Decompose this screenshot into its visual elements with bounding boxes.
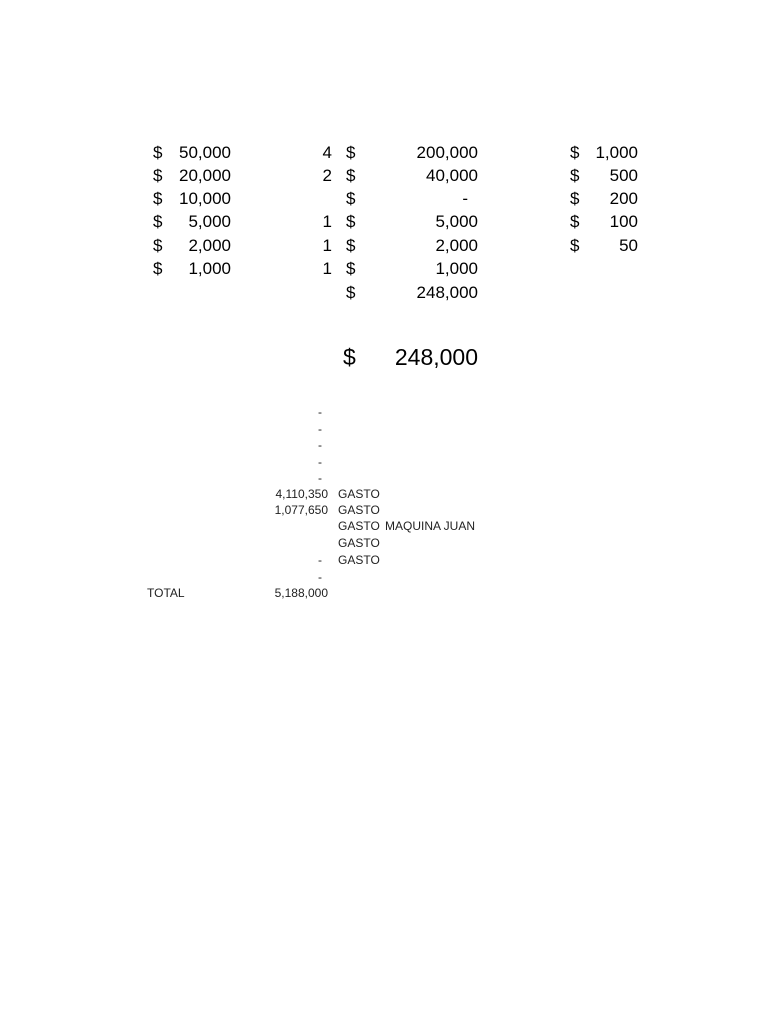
bill-quantity: 1	[322, 212, 332, 231]
ledger-type: GASTO	[338, 503, 380, 517]
currency-sign: $	[153, 166, 163, 185]
currency-sign: $	[346, 143, 356, 162]
ledger-amount: 1,077,650	[274, 503, 328, 517]
ledger-amount: 4,110,350	[275, 487, 328, 501]
currency-sign: $	[570, 143, 580, 162]
bill-subtotal: 200,000	[416, 143, 478, 162]
ledger-amount: -	[318, 438, 322, 452]
ledger-amount: -	[318, 570, 322, 584]
bill-quantity: 1	[322, 259, 332, 278]
ledger-type: GASTO	[338, 487, 380, 501]
ledger-amount: -	[318, 422, 322, 436]
currency-sign: $	[346, 212, 356, 231]
currency-sign: $	[153, 143, 163, 162]
bill-quantity: 2	[322, 166, 332, 185]
currency-sign: $	[346, 283, 356, 302]
currency-sign: $	[346, 236, 356, 255]
bill-denomination: 1,000	[188, 259, 231, 278]
currency-sign: $	[153, 189, 163, 208]
bill-quantity: 4	[322, 143, 332, 162]
bill-quantity: 1	[322, 236, 332, 255]
ledger-amount: -	[318, 471, 322, 485]
bills-total-value: 248,000	[416, 283, 478, 302]
coin-value: 200	[609, 189, 638, 208]
ledger-type: GASTO	[338, 519, 380, 533]
currency-sign: $	[570, 236, 580, 255]
bill-denomination: 10,000	[179, 189, 231, 208]
coin-value: 500	[609, 166, 638, 185]
bill-subtotal: 5,000	[435, 212, 478, 231]
grand-total-value: 248,000	[394, 344, 478, 370]
bill-subtotal: 40,000	[426, 166, 478, 185]
bill-subtotal: 2,000	[435, 236, 478, 255]
bill-subtotal: 1,000	[435, 259, 478, 278]
bill-denomination: 20,000	[179, 166, 231, 185]
currency-sign: $	[346, 166, 356, 185]
bill-denomination: 50,000	[179, 143, 231, 162]
bill-denomination: 5,000	[188, 212, 231, 231]
bill-denomination: 2,000	[188, 236, 231, 255]
currency-sign: $	[570, 212, 580, 231]
currency-sign: $	[153, 259, 163, 278]
coin-value: 1,000	[595, 143, 638, 162]
currency-sign: $	[153, 212, 163, 231]
ledger-amount: -	[318, 405, 322, 419]
ledger-total-amount: 5,188,000	[274, 586, 328, 600]
currency-sign: $	[346, 189, 356, 208]
coin-value: 50	[619, 236, 638, 255]
currency-sign: $	[346, 259, 356, 278]
ledger-type: GASTO	[338, 553, 380, 567]
coin-value: 100	[609, 212, 638, 231]
currency-sign: $	[153, 236, 163, 255]
ledger-note: MAQUINA JUAN	[385, 519, 476, 533]
ledger-total-label: TOTAL	[147, 586, 185, 600]
bill-subtotal: -	[462, 189, 468, 208]
currency-sign: $	[343, 344, 356, 370]
currency-sign: $	[570, 189, 580, 208]
ledger-type: GASTO	[338, 536, 380, 550]
ledger-amount: -	[318, 553, 322, 567]
ledger-amount: -	[318, 455, 322, 469]
currency-sign: $	[570, 166, 580, 185]
